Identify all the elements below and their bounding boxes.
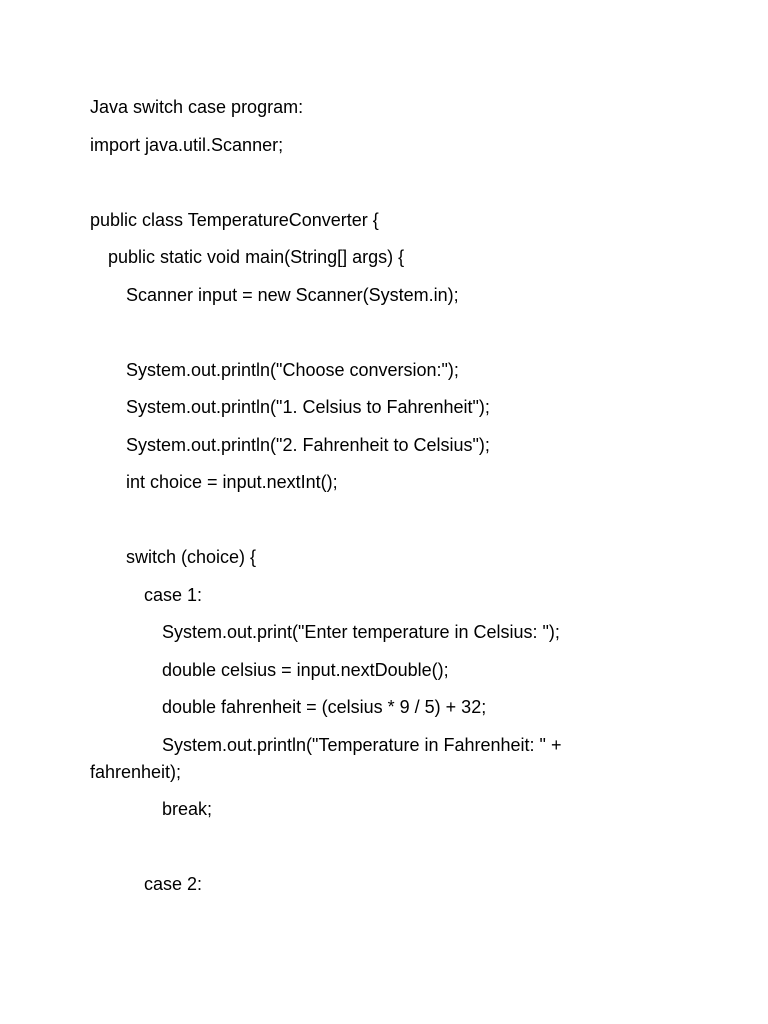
blank-line: [90, 834, 590, 861]
code-line-scanner: Scanner input = new Scanner(System.in);: [126, 284, 459, 305]
code-line-case-two: case 2:: [144, 874, 203, 894]
code-line-class-declaration: public class TemperatureConverter {: [90, 209, 379, 230]
code-line-option-two: System.out.println("2. Fahrenheit to Celsius");: [126, 434, 490, 455]
code-line-print-fahrenheit-continued: fahrenheit);: [90, 761, 182, 782]
blank-line: [90, 319, 590, 346]
code-line-choose-conversion: System.out.println("Choose conversion:");: [126, 359, 459, 380]
document-heading: Java switch case program:: [90, 97, 304, 117]
code-line-import: import java.util.Scanner;: [90, 134, 284, 155]
code-line-option-one: System.out.println("1. Celsius to Fahrenheit");: [126, 397, 490, 417]
blank-line: [90, 169, 590, 196]
blank-line: [90, 507, 590, 534]
document-body: [90, 94, 590, 909]
code-line-prompt-celsius: System.out.print("Enter temperature in Celsius: ");: [162, 622, 560, 642]
code-line-main-method: public static void main(String[] args) {: [108, 247, 405, 267]
code-line-compute-fahrenheit: double fahrenheit = (celsius * 9 / 5) + 32;: [162, 697, 487, 717]
code-line-break: break;: [162, 799, 213, 819]
code-line-print-fahrenheit: System.out.println("Temperature in Fahrenheit: " +: [162, 734, 562, 755]
code-line-read-celsius: double celsius = input.nextDouble();: [162, 659, 449, 680]
code-line-case-one: case 1:: [144, 584, 203, 605]
code-line-switch: switch (choice) {: [126, 547, 257, 567]
code-line-read-choice: int choice = input.nextInt();: [126, 472, 338, 492]
